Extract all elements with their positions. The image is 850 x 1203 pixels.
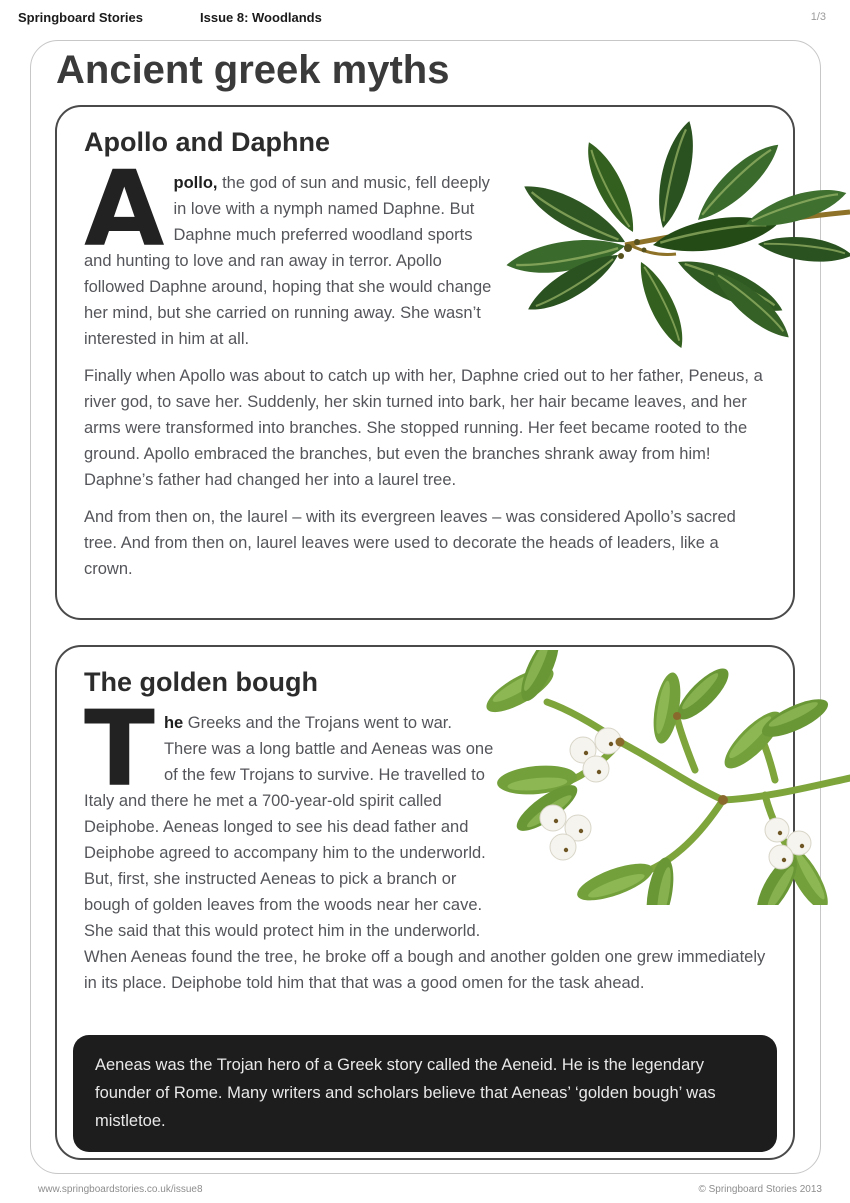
issue-text: Issue 8: Woodlands bbox=[200, 10, 322, 25]
section-heading: Apollo and Daphne bbox=[84, 127, 330, 157]
dropcap-letter: T bbox=[84, 688, 155, 810]
footer-copyright: © Springboard Stories 2013 bbox=[698, 1184, 822, 1195]
lead-word: he bbox=[163, 714, 184, 732]
page-indicator: 1/3 bbox=[810, 11, 826, 23]
dropcap-letter: A bbox=[84, 148, 165, 270]
story-paragraph: Finally when Apollo was about to catch up with her, Daphne cried out to her father, Peneus, a river god, to save her. Suddenly, her skin turned into bark, her hair became leaves, and her arms were transformed into branches. She stopped running. Her feet became rooted to the ground. Apollo embraced the branches, but even the branches shrank away from him! Daphne’s father had changed her into a laurel tree. bbox=[84, 367, 763, 489]
paragraph-text: the god of sun and music, fell deeply in love with a nymph named Daphne. But Daphne much preferred woodland sports and hunting to love and ran away in terror. Apollo followed Daphne around, hoping that she would change her mind, but she carried on running away. She wasn’t interested in him at all. bbox=[84, 174, 492, 348]
story-paragraph: And from then on, the laurel – with its evergreen leaves – was considered Apollo’s sacred tree. And from then on, laurel leaves were used to decorate the heads of leaders, like a crown. bbox=[84, 508, 736, 578]
brand-text: Springboard Stories bbox=[18, 10, 143, 25]
mistletoe-image bbox=[455, 650, 850, 905]
footer-url: www.springboardstories.co.uk/issue8 bbox=[38, 1184, 203, 1195]
paragraph-text: Greeks and the Trojans went to war. There was a long battle and Aeneas was one of the few Trojans to survive. He travelled to Italy and there he met a 700-year-old spirit called Deiphobe. Aeneas longed to see his dead father and Deiphobe agreed to accompany him to the underworld. But, first, she instructed Aeneas to pick a branch or bough of golden leaves from the woods near her cave. She said that this would protect him in the underworld. When Aeneas found the tree, he broke off a bough and another golden one grew immediately in its place. Deiphobe told him that that was a good omen for the task ahead. bbox=[84, 714, 766, 992]
laurel-branch-image bbox=[428, 120, 850, 348]
fact-callout: Aeneas was the Trojan hero of a Greek story called the Aeneid. He is the legendary founder of Rome. Many writers and scholars believe that Aeneas’ ‘golden bough’ was mistletoe. bbox=[73, 1035, 777, 1152]
lead-word: pollo, bbox=[173, 174, 218, 192]
section-heading: The golden bough bbox=[84, 667, 318, 697]
laurel-leaves bbox=[504, 120, 850, 348]
mistletoe-berries bbox=[540, 728, 811, 869]
page-title: Ancient greek myths bbox=[56, 48, 450, 92]
